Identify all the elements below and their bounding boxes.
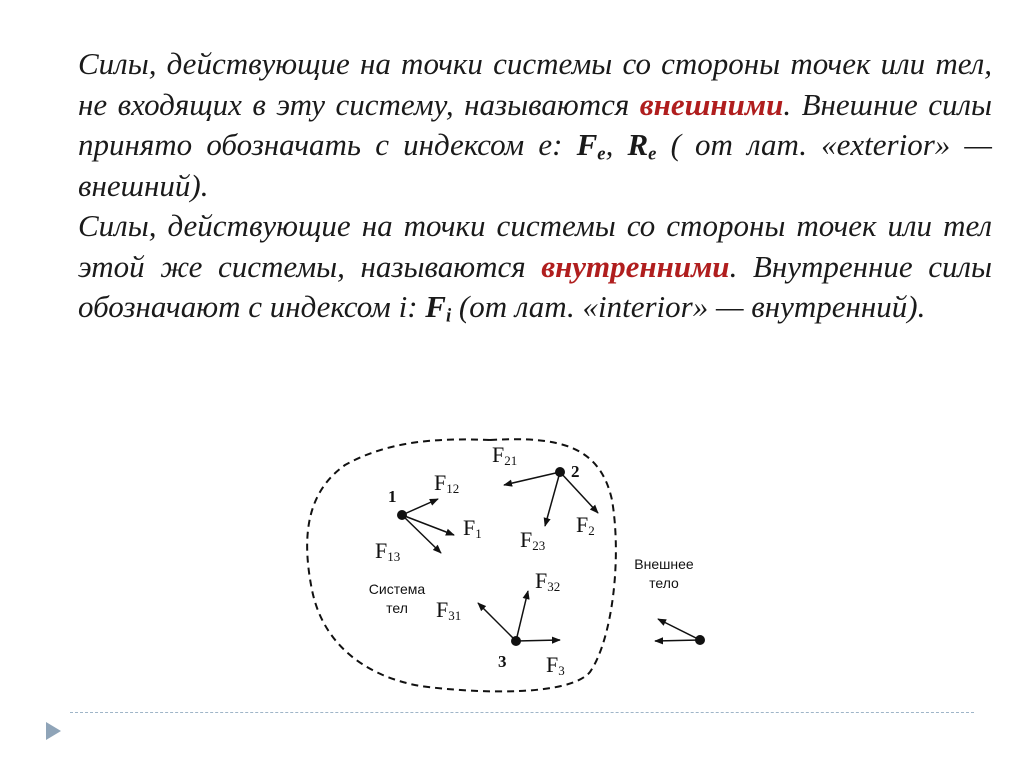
arrow-f3	[516, 640, 560, 641]
forces-diagram	[280, 420, 740, 705]
arrow-f31	[478, 603, 516, 641]
paragraph-external-forces: Силы, действующие на точки системы со стороны точек или тел, не входящих в эту систему, называются внешними. Внешние силы принято обозначать с индексом е: $F_e$, $R_e$ ( от лат. «exterior» — внешний).	[78, 46, 992, 203]
symbol-re: $R_e$	[627, 127, 657, 165]
label-f31: F31	[436, 597, 462, 623]
point-2-label: 2	[571, 462, 580, 481]
footer-divider	[70, 712, 974, 713]
label-f23: F23	[520, 527, 546, 553]
term-external: внешними	[639, 86, 784, 122]
system-label-line2: тел	[386, 600, 408, 616]
external-label-line2: тело	[649, 575, 679, 591]
arrow-f13	[402, 515, 441, 553]
arrow-external-1	[658, 619, 700, 640]
label-f1: F1	[463, 515, 482, 541]
system-boundary	[307, 439, 616, 691]
point-3-label: 3	[498, 652, 507, 671]
point-1-label: 1	[388, 487, 397, 506]
label-f21: F21	[492, 442, 518, 468]
label-f12: F12	[434, 470, 460, 496]
point-1	[397, 510, 407, 520]
system-label-line1: Система	[368, 581, 426, 597]
point-2	[555, 467, 565, 477]
triangle-right-icon	[46, 722, 61, 740]
point-3	[511, 636, 521, 646]
slide-text	[78, 44, 992, 328]
label-f13: F13	[375, 538, 401, 564]
arrow-f32	[516, 591, 528, 641]
label-f3: F3	[546, 652, 565, 678]
arrow-f12	[402, 499, 438, 515]
arrow-external-2	[655, 640, 700, 641]
symbol-fe: $F_e$	[576, 127, 606, 165]
arrow-f21	[504, 472, 560, 485]
arrow-f23	[545, 472, 560, 526]
label-f32: F32	[535, 568, 561, 594]
external-label-line1: Внешнее	[634, 556, 694, 572]
external-body-point	[695, 635, 705, 645]
label-f2: F2	[576, 512, 595, 538]
arrow-f1	[402, 515, 454, 535]
symbol-fi: $F_i$	[425, 289, 452, 327]
term-internal: внутренними	[541, 248, 730, 284]
paragraph-internal-forces: Силы, действующие на точки системы со стороны точек или тел этой же системы, называются внутренними. Внутренние силы обозначают с индексом i: $F_i$ (от лат. «interior» — внутренний).	[78, 208, 992, 327]
